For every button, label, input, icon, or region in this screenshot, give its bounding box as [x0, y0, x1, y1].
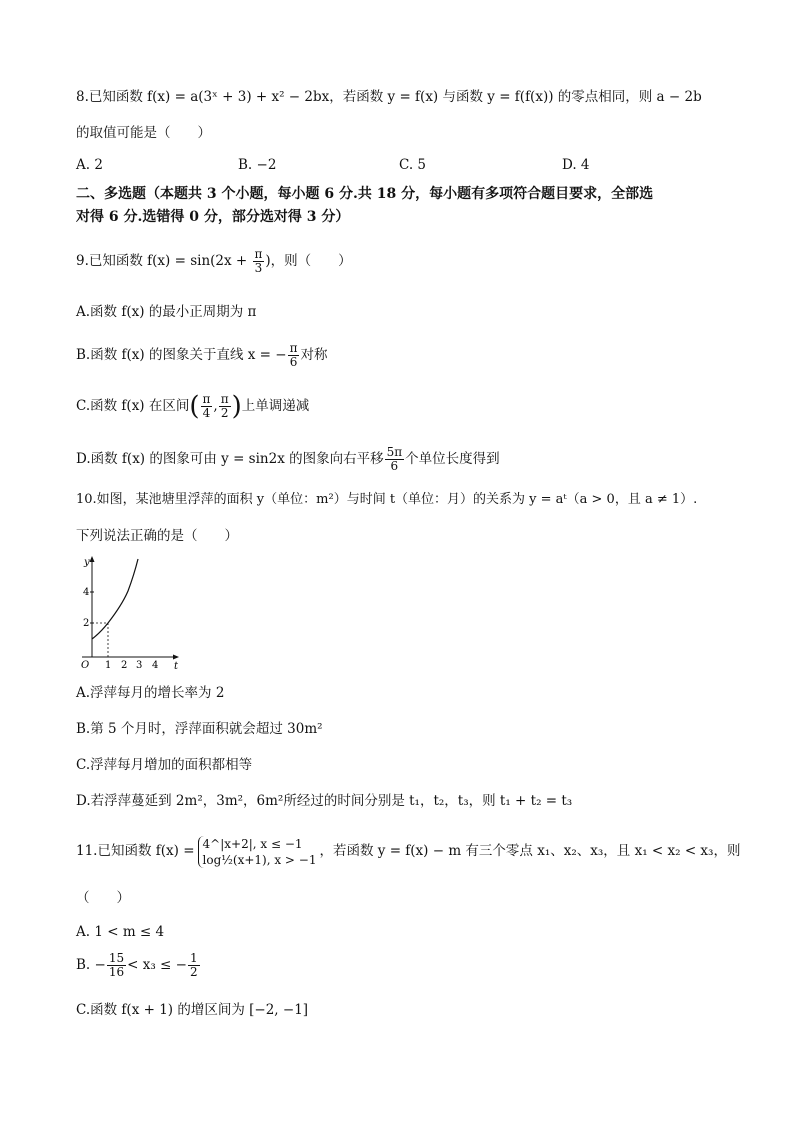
q9-stem — [76, 248, 352, 275]
q9-option-c: C.函数 f(x) 在区间( $\frac{\pi}{4}$ , $\frac{\pi}{2}$ )上单调递减 — [76, 391, 310, 422]
q11-option-b-fraction2: $\frac{1}{2}$ — [189, 951, 198, 979]
q10-option-c: C.浮萍每月增加的面积都相等 — [76, 757, 253, 773]
q10-stem-line2: 下列说法正确的是（ ） — [76, 528, 238, 544]
q11-option-b: B. − $\frac{15}{16}$ < x₃ ≤ − $\frac{1}{2}$ — [76, 951, 198, 979]
graph-y-arrow — [90, 556, 95, 562]
graph-x-label: t — [174, 661, 179, 671]
q9-option-d: D.函数 f(x) 的图象可由 y = sin2x 的图象向右平移 $\frac{5\pi}{6}$ 个单位长度得到 — [76, 445, 500, 473]
graph-y-tick-4: 4 — [83, 587, 90, 598]
q9-stem-post: )，则（ ） — [265, 253, 352, 269]
q10-option-a: A.浮萍每月的增长率为 2 — [76, 685, 225, 701]
q10-option-d: D.若浮萍蔓延到 2m²，3m²，6m²所经过的时间分别是 t₁，t₂，t₃，则 t₁ + t₂ = t₃ — [76, 793, 573, 809]
graph-y-tick-2: 2 — [83, 618, 90, 629]
q9-option-c-fraction1: $\frac{\pi}{4}$ — [202, 392, 211, 420]
q11-piecewise-function: 4^|x+2|, x ≤ −1 log½(x+1), x > −1 — [198, 836, 317, 868]
q10-stem-line1: 10.如图，某池塘里浮萍的面积 y（单位：m²）与时间 t（单位：月）的关系为 y = aᵗ（a > 0，且 a ≠ 1）. — [76, 492, 698, 507]
q10-graph — [72, 553, 187, 671]
q9-stem-pre: 9.已知函数 f(x) = sin(2x + — [76, 253, 252, 269]
q8-stem-line2: 的取值可能是（ ） — [76, 125, 211, 141]
q9-option-d-fraction: $\frac{5\pi}{6}$ — [386, 445, 403, 473]
q9-option-c-fraction2: $\frac{\pi}{2}$ — [220, 392, 229, 420]
q8-stem-line1: 8.已知函数 f(x) = a(3ˣ + 3) + x² − 2bx，若函数 y = f(x) 与函数 y = f(f(x)) 的零点相同，则 a − 2b — [76, 89, 702, 105]
q8-option-b: B. −2 — [238, 157, 277, 173]
q11-option-c: C.函数 f(x + 1) 的增区间为 [−2, −1] — [76, 1002, 309, 1018]
q8-option-d: D. 4 — [562, 157, 590, 173]
graph-y-label: y — [84, 557, 90, 568]
section2-heading-line1: 二、多选题（本题共 3 个小题，每小题 6 分.共 18 分，每小题有多项符合题目要求，全部选 — [76, 186, 654, 202]
q11-option-a: A. 1 < m ≤ 4 — [76, 924, 165, 940]
graph-x-tick-1: 1 — [105, 660, 112, 671]
q9-stem-fraction: $\frac{\pi}{3}$ — [254, 247, 263, 275]
section2-heading-line2: 对得 6 分.选错得 0 分，部分选对得 3 分） — [76, 209, 350, 225]
graph-x-tick-4: 4 — [152, 660, 159, 671]
graph-x-tick-2: 2 — [121, 660, 128, 671]
q11-stem-line2: （ ） — [76, 890, 130, 906]
q11-stem: 11.已知函数 f(x) = 4^|x+2|, x ≤ −1 log½(x+1), x > −1 ，若函数 y = f(x) − m 有三个零点 x₁、x₂、x₃，且 x₁ < x₂ < x₃，则 — [76, 836, 741, 867]
q9-option-b-fraction: $\frac{\pi}{6}$ — [289, 341, 298, 369]
graph-exponential-curve — [92, 559, 138, 639]
q8-option-a: A. 2 — [76, 157, 103, 173]
q11-option-b-fraction1: $\frac{15}{16}$ — [108, 951, 125, 979]
q10-option-b: B.第 5 个月时，浮萍面积就会超过 30m² — [76, 721, 323, 737]
q9-option-b: B.函数 f(x) 的图象关于直线 x = − $\frac{\pi}{6}$ 对称 — [76, 341, 328, 369]
graph-origin-label: O — [81, 660, 90, 671]
graph-x-arrow — [173, 655, 179, 660]
q8-option-c: C. 5 — [399, 157, 427, 173]
graph-x-tick-3: 3 — [136, 660, 143, 671]
q9-option-a: A.函数 f(x) 的最小正周期为 π — [76, 304, 257, 320]
